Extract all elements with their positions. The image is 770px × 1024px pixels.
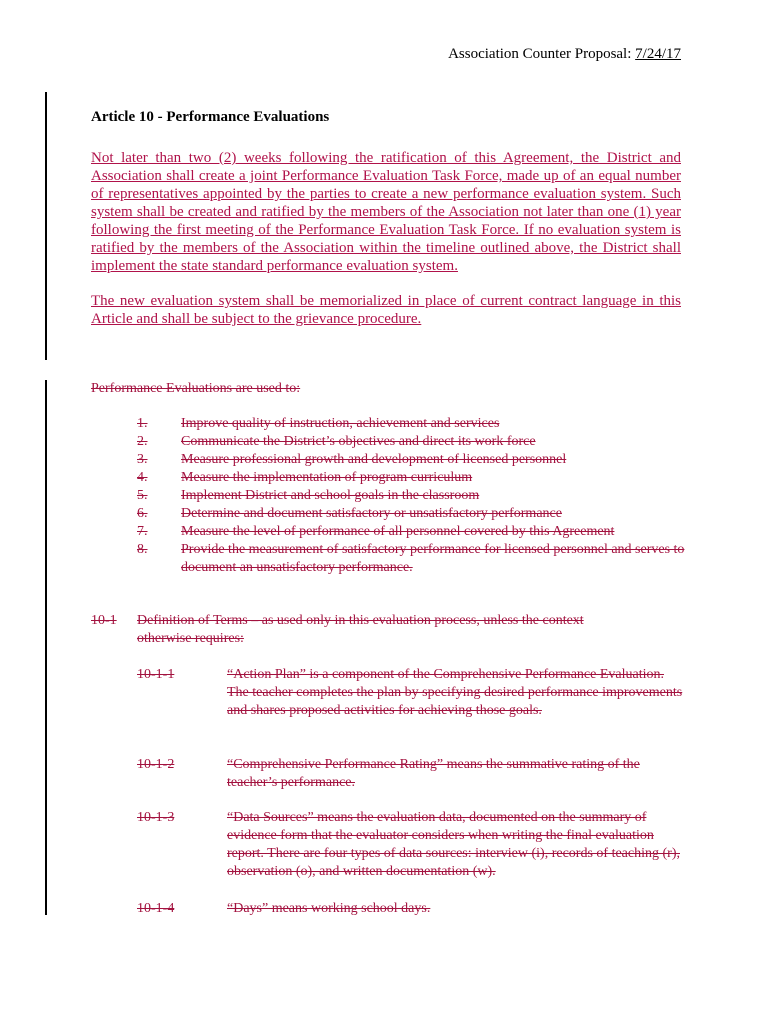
section-text: Definition of Terms – as used only in this evaluation process, unless the context otherwise requires: [137, 613, 584, 646]
list-item: 8. Provide the measurement of satisfactory performance for licensed personnel and serves to document an unsatisfactory performance. [137, 542, 685, 575]
proposal-header [448, 46, 681, 63]
change-bar [45, 380, 47, 915]
list-item: 2. Communicate the District’s objectives and direct its work force [137, 434, 536, 449]
definitions-section [91, 612, 631, 648]
section-number: 10-1 [91, 613, 117, 628]
list-item: 1. Improve quality of instruction, achievement and services [137, 416, 500, 431]
list-item: 6. Determine and document satisfactory or unsatisfactory performance [137, 506, 562, 521]
proposal-label: Association Counter Proposal: [448, 46, 632, 62]
list-item: 4. Measure the implementation of program curriculum [137, 470, 473, 485]
list-item: 3. Measure professional growth and development of licensed personnel [137, 452, 567, 467]
proposal-date: 7/24/17 [635, 46, 681, 62]
list-item: 5. Implement District and school goals in the classroom [137, 488, 480, 503]
deleted-intro: Performance Evaluations are used to: [91, 381, 301, 396]
inserted-paragraph-1: Not later than two (2) weeks following the ratification of this Agreement, the District and Association shall create a joint Performance Evaluation Task Force, made up of an equal number of representatives appointed by the parties to create a new performance evaluation system. Such system shall be created and ratified by the members of the Association not later than one (1) year following the first meeting of the Performance Evaluation Task Force. If no evaluation system is ratified by the members of the Association within the timeline outlined above, the District shall implement the state standard performance evaluation system. [91, 150, 681, 274]
change-bar [45, 92, 47, 360]
inserted-paragraph-2: The new evaluation system shall be memorialized in place of current contract language in this Article and shall be subject to the grievance procedure. [91, 293, 681, 327]
list-item: 7. Measure the level of performance of all personnel covered by this Agreement [137, 524, 615, 539]
term-item: 10-1-4 “Days” means working school days. [137, 901, 431, 916]
article-heading: Article 10 - Performance Evaluations [91, 109, 330, 125]
term-item: 10-1-3 “Data Sources” means the evaluation data, documented on the summary of evidence form that the evaluator considers when writing the final evaluation report. There are four types of data sources: interview (i), records of teaching (r), observation (o), and written documentation (w). [137, 810, 680, 879]
term-item: 10-1-2 “Comprehensive Performance Rating” means the summative rating of the teacher’s performance. [137, 757, 640, 790]
deleted-purpose-list [137, 415, 697, 577]
term-item: 10-1-1 “Action Plan” is a component of the Comprehensive Performance Evaluation. The teacher completes the plan by specifying desired performance improvements and shares proposed activities for achieving those goals. [137, 667, 683, 718]
